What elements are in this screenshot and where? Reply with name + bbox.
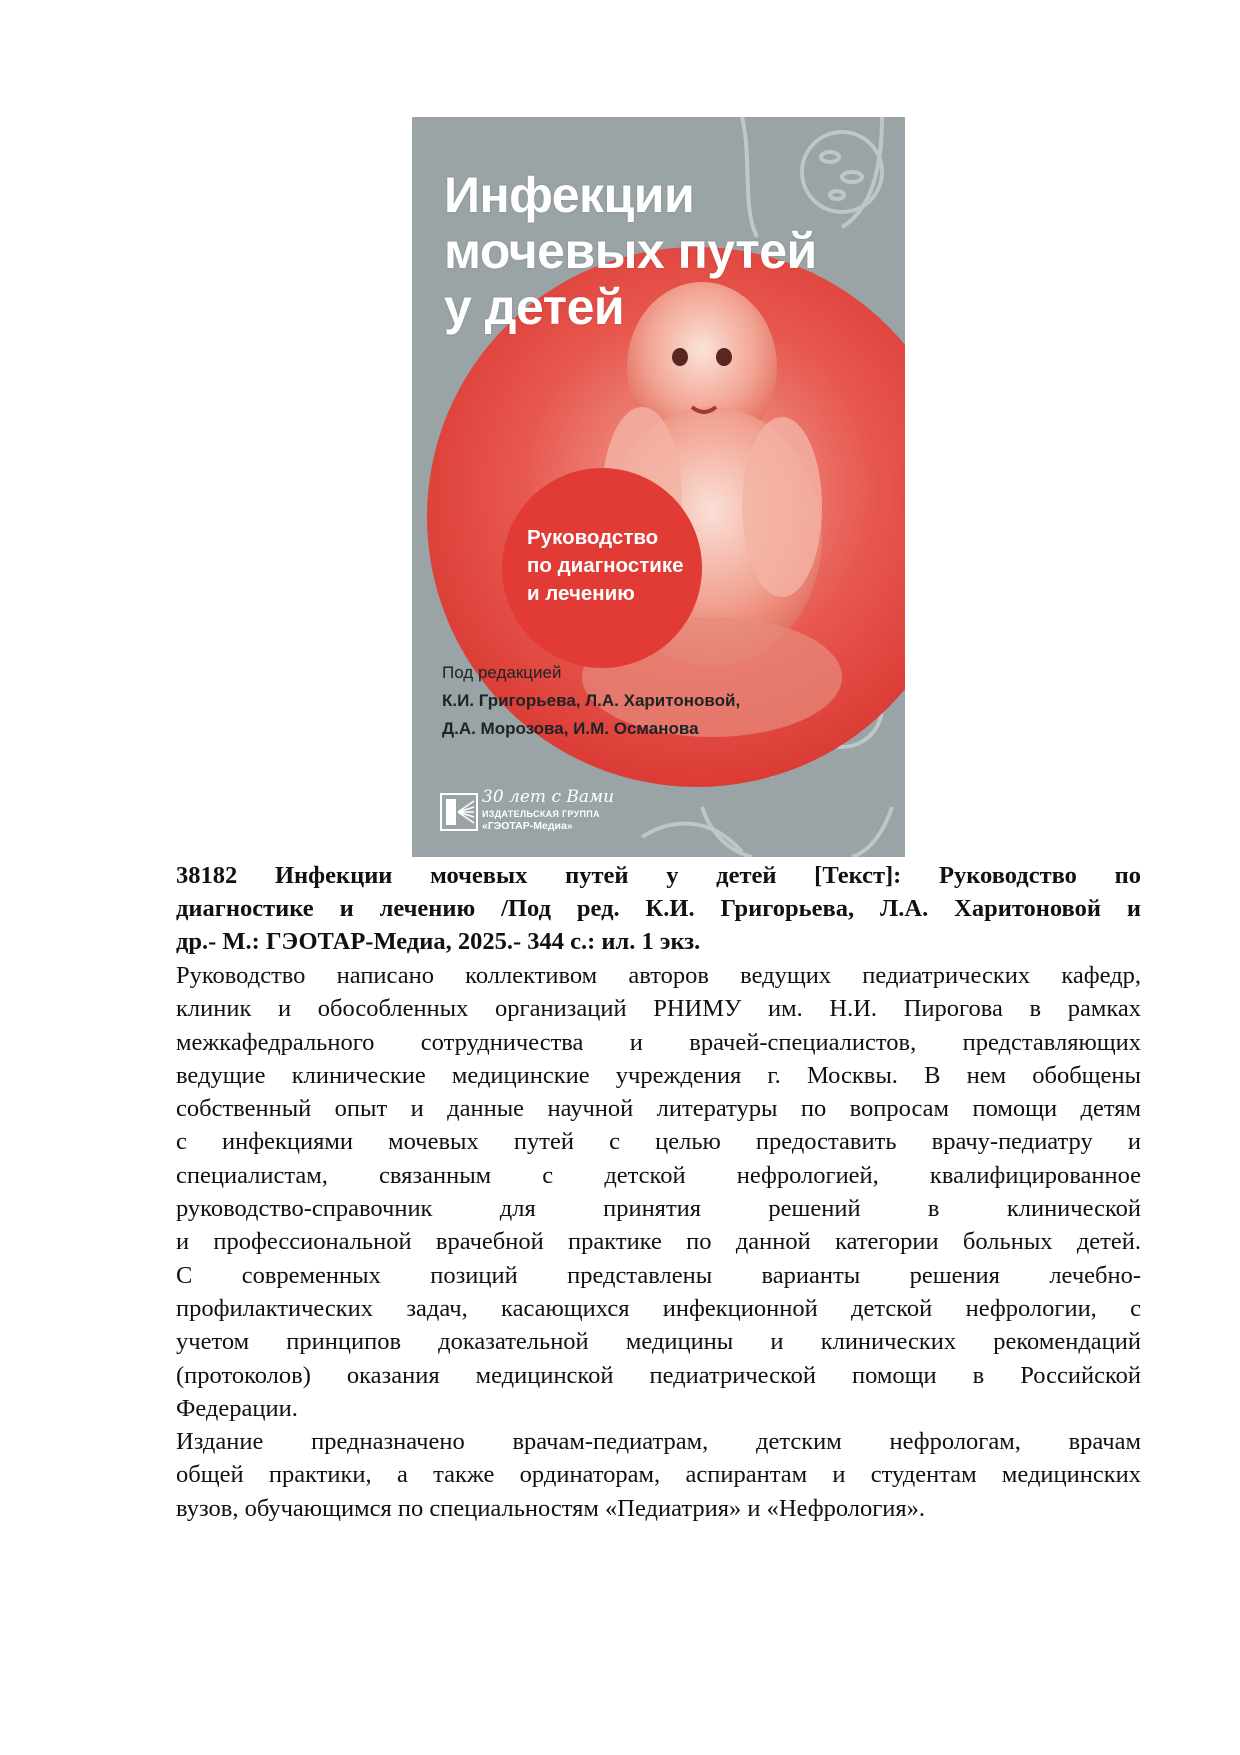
bibliographic-record bbox=[176, 859, 1141, 958]
description-line: С современных позиций представлены варианты решения лечебно- bbox=[176, 1261, 1141, 1289]
description-line: руководство-справочник для принятия решений в клинической bbox=[176, 1195, 1141, 1223]
editors-names-line: Д.А. Морозова, И.М. Османова bbox=[442, 719, 699, 738]
cover-subtitle-badge bbox=[527, 524, 684, 608]
editors-label: Под редакцией bbox=[442, 663, 562, 682]
description-line: вузов, обучающимся по специальностям «Педиатрия» и «Нефрология». bbox=[176, 1494, 926, 1522]
publisher-logo-icon bbox=[440, 793, 478, 831]
bibliographic-line: др.- М.: ГЭОТАР-Медиа, 2025.- 344 с.: ил. 1 экз. bbox=[176, 928, 701, 955]
publisher-group: ИЗДАТЕЛЬСКАЯ ГРУППА bbox=[482, 809, 600, 819]
description-line: специалистам, связанным с детской нефрологией, квалифицированное bbox=[176, 1161, 1141, 1189]
description-line: профилактических задач, касающихся инфекционной детской нефрологии, с bbox=[176, 1294, 1141, 1322]
cover-subtitle-line: Руководство bbox=[527, 526, 659, 549]
cover-subtitle-line: и лечению bbox=[527, 582, 635, 605]
book-description bbox=[176, 959, 1141, 1525]
description-line: учетом принципов доказательной медицины и клинических рекомендаций bbox=[176, 1328, 1141, 1356]
cover-title bbox=[444, 167, 817, 335]
description-line: ведущие клинические медицинские учреждения г. Москвы. В нем обобщены bbox=[176, 1061, 1141, 1089]
publisher-logo-block bbox=[440, 787, 660, 839]
publisher-anniversary: 30 лет с Вами bbox=[482, 787, 615, 807]
description-paragraph-2 bbox=[176, 1425, 1141, 1525]
description-line: и профессиональной врачебной практике по данной категории больных детей. bbox=[176, 1228, 1141, 1256]
description-line: Издание предназначено врачам-педиатрам, детским нефрологам, врачам bbox=[176, 1428, 1141, 1456]
description-paragraph-1 bbox=[176, 959, 1141, 1425]
bibliographic-line: диагностике и лечению /Под ред. К.И. Григорьева, Л.А. Харитоновой и bbox=[176, 895, 1141, 922]
editors-names-line: К.И. Григорьева, Л.А. Харитоновой, bbox=[442, 691, 741, 710]
description-line: собственный опыт и данные научной литературы по вопросам помощи детям bbox=[176, 1095, 1141, 1123]
cover-subtitle-line: по диагностике bbox=[527, 554, 684, 577]
cover-editors bbox=[442, 659, 740, 743]
cover-title-line: мочевых путей bbox=[444, 223, 817, 279]
description-line: общей практики, а также ординаторам, аспирантам и студентам медицинских bbox=[176, 1461, 1141, 1489]
description-line: (протоколов) оказания медицинской педиатрической помощи в Российской bbox=[176, 1361, 1141, 1389]
description-line: клиник и обособленных организаций РНИМУ им. Н.И. Пирогова в рамках bbox=[176, 995, 1141, 1023]
bibliographic-line: 38182 Инфекции мочевых путей у детей [Текст]: Руководство по bbox=[176, 862, 1141, 889]
book-cover-image bbox=[412, 117, 905, 857]
cover-title-line: Инфекции bbox=[444, 167, 695, 223]
description-line: межкафедрального сотрудничества и врачей-специалистов, представляющих bbox=[176, 1028, 1141, 1056]
description-line: Руководство написано коллективом авторов ведущих педиатрических кафедр, bbox=[176, 962, 1141, 989]
cover-title-line: у детей bbox=[444, 279, 625, 335]
publisher-name: «ГЭОТАР-Медиа» bbox=[482, 820, 573, 832]
description-line: Федерации. bbox=[176, 1394, 298, 1422]
description-line: с инфекциями мочевых путей с целью предоставить врачу-педиатру и bbox=[176, 1128, 1141, 1156]
